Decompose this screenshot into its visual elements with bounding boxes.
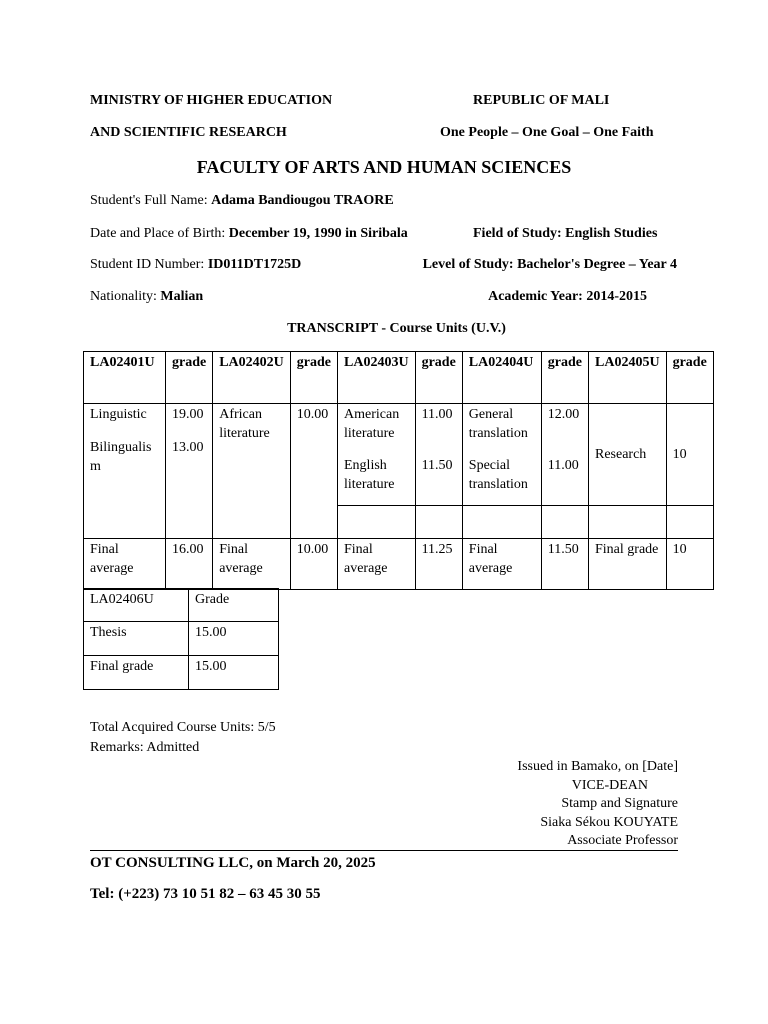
country-name: REPUBLIC OF MALI [473,93,610,108]
empty-cell [666,506,713,539]
unit-header-2: LA02402U [213,352,291,404]
issued-place-date: Issued in Bamako, on [Date] [517,759,678,774]
final-average-unit-4: 11.50 [541,539,588,590]
signatory-title: Associate Professor [567,833,678,848]
grade-bilingualism: 13.00 [172,440,204,455]
thesis-label: Thesis [84,622,189,656]
footer-divider [90,850,678,851]
grade-english-literature: 11.50 [421,458,453,473]
grade-american-literature: 11.00 [421,407,453,422]
student-id: ID011DT1725D [207,257,302,272]
telephone-line: Tel: (+223) 73 10 51 82 – 63 45 30 55 [90,886,321,902]
unit-5-subject: Research [589,404,667,506]
final-average-label: Final average [338,539,416,590]
grade-header-2: grade [290,352,337,404]
unit-header-1: LA02401U [84,352,166,404]
thesis-final-grade: 15.00 [189,656,279,690]
subject-american-literature: American literature [344,407,400,441]
thesis-table [83,588,279,690]
unit-4-grades [541,404,588,506]
unit-5-grade: 10 [666,404,713,506]
nationality-label: Nationality: [90,289,157,304]
transcript-title: TRANSCRIPT - Course Units (U.V.) [287,321,506,336]
signatory-role: VICE-DEAN [571,778,648,793]
grade-special-translation: 11.00 [547,458,579,473]
grade-header-5: grade [666,352,713,404]
level-of-study: Level of Study: Bachelor's Degree – Year 4 [422,257,677,272]
empty-cell [589,506,667,539]
thesis-final-row [84,656,279,690]
birth-label: Date and Place of Birth: [90,226,226,241]
thesis-row [84,622,279,656]
field-of-study: Field of Study: English Studies [473,226,658,241]
grade-header-4: grade [541,352,588,404]
unit-header-3: LA02403U [338,352,416,404]
company-line: OT CONSULTING LLC, on March 20, 2025 [90,855,376,871]
unit-4-subjects [462,404,541,506]
nationality-line [90,289,203,305]
empty-cell [541,506,588,539]
total-units: Total Acquired Course Units: 5/5 [90,720,276,735]
student-name-line [90,193,394,209]
unit-2-grade: 10.00 [290,404,337,539]
grade-linguistic: 19.00 [172,407,204,422]
grade-general-translation: 12.00 [547,407,580,422]
stamp-and-signature: Stamp and Signature [561,796,678,811]
subject-bilingualism: Bilingualism [90,440,152,474]
empty-cell [462,506,541,539]
ministry-line-2: AND SCIENTIFIC RESEARCH [90,125,287,140]
thesis-grade: 15.00 [189,622,279,656]
final-average-label: Final average [462,539,541,590]
subject-special-translation: Special translation [468,458,528,492]
unit-header-5: LA02405U [589,352,667,404]
unit-header-4: LA02404U [462,352,541,404]
thesis-grade-header: Grade [189,589,279,622]
table-row-subjects [84,404,714,506]
unit-1-subjects [84,404,166,539]
remarks: Remarks: Admitted [90,740,200,755]
thesis-header-row [84,589,279,622]
thesis-unit-header: LA02406U [84,589,189,622]
student-name: Adama Bandiougou TRAORE [211,193,394,208]
national-motto: One People – One Goal – One Faith [440,125,654,140]
subject-general-translation: General translation [468,407,528,441]
final-average-label: Final average [213,539,291,590]
nationality: Malian [160,289,204,304]
final-grade-unit-5: 10 [666,539,713,590]
transcript-table [83,351,714,590]
signatory-name: Siaka Sékou KOUYATE [540,815,678,830]
grade-header-1: grade [166,352,213,404]
final-grade-label: Final grade [589,539,667,590]
student-id-label: Student ID Number: [90,257,205,272]
empty-cell [415,506,462,539]
unit-3-grades [415,404,462,506]
final-average-unit-3: 11.25 [415,539,462,590]
thesis-final-label: Final grade [84,656,189,690]
birth-line [90,226,408,242]
faculty-title: FACULTY OF ARTS AND HUMAN SCIENCES [196,157,572,177]
unit-2-subject: African literature [213,404,291,539]
ministry-line-1: MINISTRY OF HIGHER EDUCATION [90,93,333,108]
table-row-final [84,539,714,590]
empty-cell [338,506,416,539]
final-average-label: Final average [84,539,166,590]
table-header-row [84,352,714,404]
final-average-unit-1: 16.00 [166,539,213,590]
unit-1-grades [166,404,213,539]
student-id-line [90,257,301,273]
subject-english-literature: English literature [344,458,395,492]
unit-3-subjects [338,404,416,506]
student-name-label: Student's Full Name: [90,193,208,208]
subject-linguistic: Linguistic [90,407,147,422]
final-average-unit-2: 10.00 [290,539,337,590]
academic-year: Academic Year: 2014-2015 [488,289,647,304]
birth-value: December 19, 1990 in Siribala [228,226,408,241]
grade-header-3: grade [415,352,462,404]
